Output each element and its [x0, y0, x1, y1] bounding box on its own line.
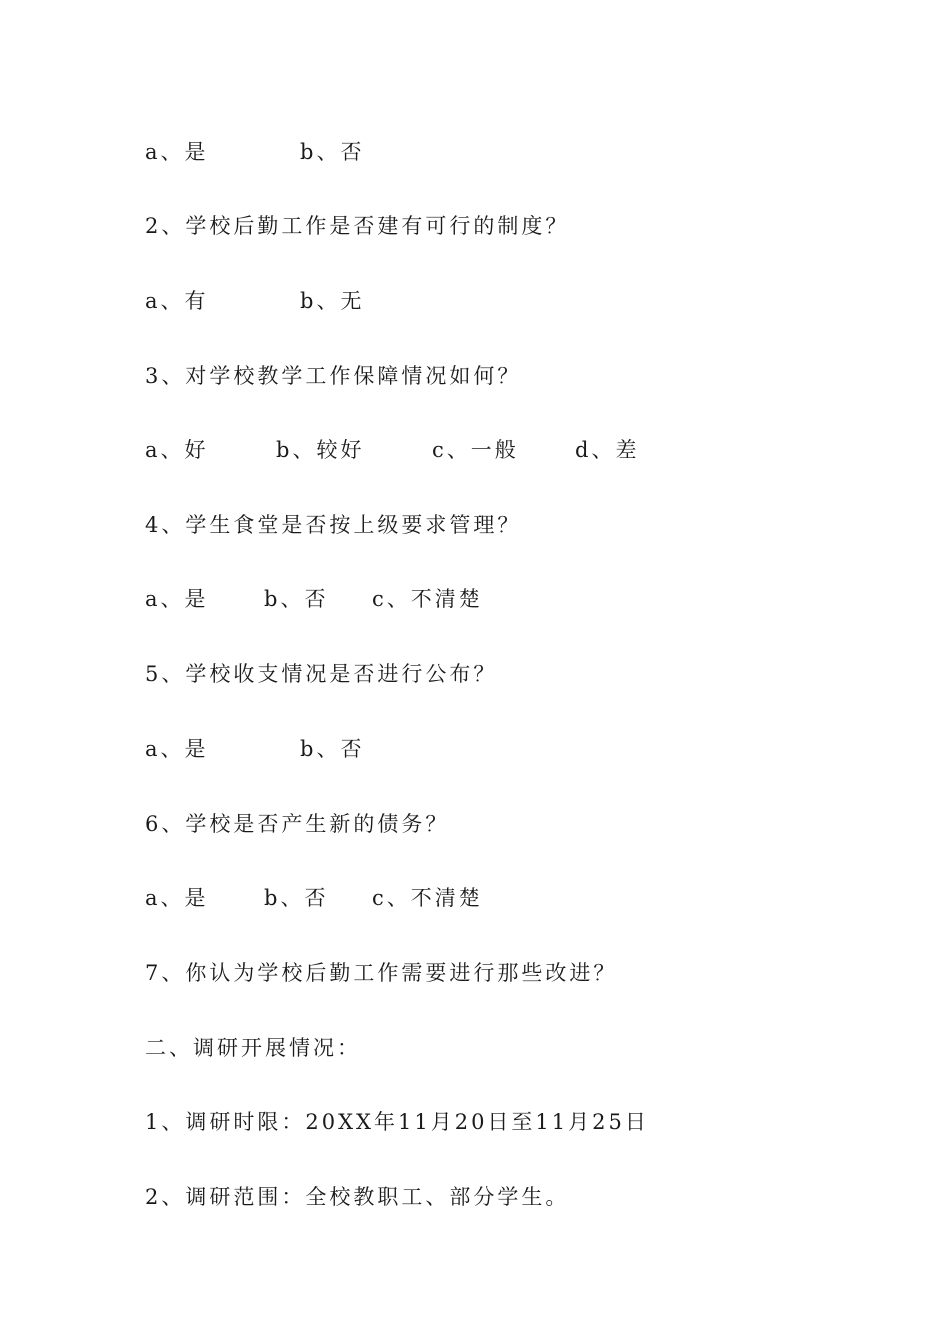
option: b、否 [264, 587, 329, 611]
question-5: 5、学校收支情况是否进行公布？ [145, 662, 498, 686]
option: b、否 [300, 140, 365, 164]
option: c、不清楚 [372, 587, 483, 611]
option: a、是 [145, 886, 209, 910]
option: a、好 [145, 438, 209, 462]
question-4: 4、学生食堂是否按上级要求管理？ [145, 513, 522, 537]
survey-scope-paragraph: 2、调研范围：全校教职工、部分学生。 [145, 1185, 570, 1209]
question-6: 6、学校是否产生新的债务？ [145, 812, 450, 836]
option: d、差 [575, 438, 640, 462]
option: b、较好 [276, 438, 365, 462]
option: a、是 [145, 737, 209, 761]
question-7: 7、你认为学校后勤工作需要进行那些改进？ [145, 961, 618, 985]
option: a、有 [145, 289, 209, 313]
option: b、否 [300, 737, 365, 761]
question-3: 3、对学校教学工作保障情况如何？ [145, 364, 522, 388]
option: b、无 [300, 289, 365, 313]
option: a、是 [145, 587, 209, 611]
option: a、是 [145, 140, 209, 164]
option: c、一般 [432, 438, 519, 462]
question-2: 2、学校后勤工作是否建有可行的制度？ [145, 214, 570, 238]
option: b、否 [264, 886, 329, 910]
section-heading: 二、调研开展情况： [145, 1036, 361, 1060]
option: c、不清楚 [372, 886, 483, 910]
survey-time-paragraph: 1、调研时限：20XX年11月20日至11月25日 [145, 1110, 649, 1134]
